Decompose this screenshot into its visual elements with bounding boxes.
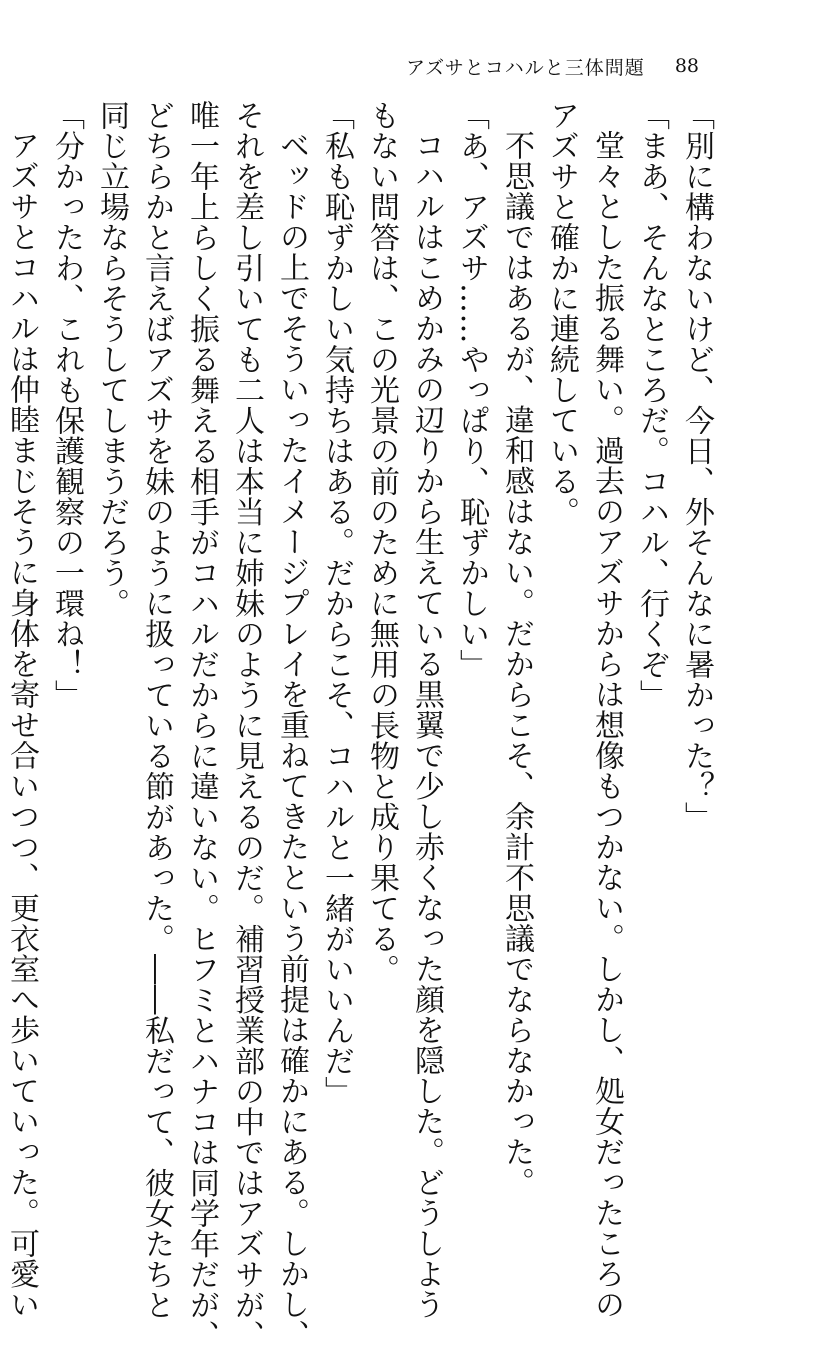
text-line: 同じ立場ならそうしてしまうだろう。 [94,100,129,619]
text-line: アズサとコハルは仲睦まじそうに身体を寄せ合いつつ、更衣室へ歩いていった。可愛い [4,130,39,1320]
book-title: アズサとコハルと三体問題 [405,56,645,79]
text-line: もない問答は、この光景の前のために無用の長物と成り果てる。 [364,100,399,985]
text-line: 「私も恥ずかしい気持ちはある。だからこそ、コハルと一緒がいいんだ」 [319,100,354,1107]
text-line: 「分かったわ、これも保護観察の一環ね！」 [49,100,84,710]
text-line: どちらかと言えばアズサを妹のように扱っている節があった。――私だって、彼女たちと [139,100,174,1320]
text-line: 「別に構わないけど、今日、外そんなに暑かった？」 [679,100,714,832]
text-line: それを差し引いても二人は本当に姉妹のように見えるのだ。補習授業部の中ではアズサが、 [229,100,264,1351]
text-line: 「まあ、そんなところだ。コハル、行くぞ」 [634,100,669,710]
text-line: ベッドの上でそういったイメージプレイを重ねてきたという前提は確かにある。しかし、 [274,130,309,1350]
text-line: 堂々とした振る舞い。過去のアズサからは想像もつかない。しかし、処女だったころの [589,130,624,1320]
text-line: 不思議ではあるが、違和感はない。だからこそ、余計不思議でならなかった。 [499,130,534,1198]
text-line: 唯一年上らしく振る舞える相手がコハルだからに違いない。ヒフミとハナコは同学年だが、 [184,100,219,1351]
text-line: コハルはこめかみの辺りから生えている黒翼で少し赤くなった顔を隠した。どうしよう [409,130,444,1320]
text-line: アズサと確かに連続している。 [544,100,579,527]
body-text [0,100,719,1351]
running-header [406,54,699,78]
page-number: 88 [674,55,699,77]
text-line: 「あ、アズサ……やっぱり、恥ずかしい」 [454,100,489,680]
